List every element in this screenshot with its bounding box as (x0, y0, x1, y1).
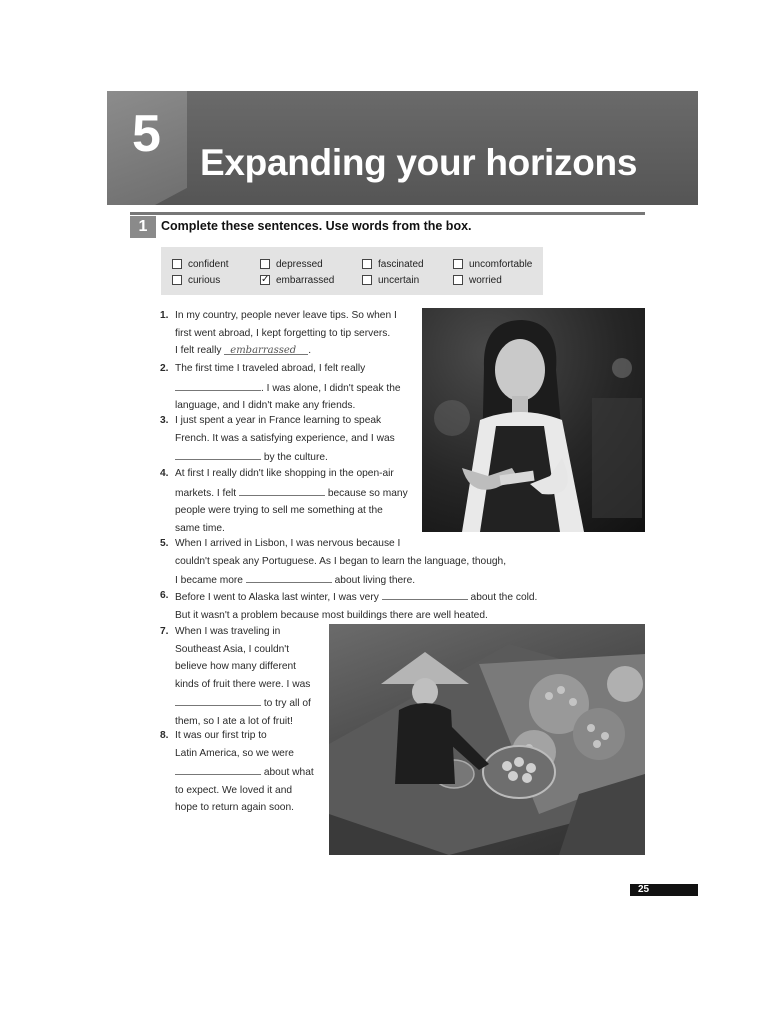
word-box (161, 247, 543, 295)
question-3 (160, 412, 420, 467)
question-text: It was our first trip to (175, 730, 267, 741)
answer-blank[interactable] (175, 762, 261, 775)
question-text: But it wasn't a problem because most buildings there are well heated. (175, 609, 488, 621)
question-6 (160, 587, 560, 624)
question-text: The first time I traveled abroad, I felt really (175, 363, 366, 374)
word-depressed: depressed (276, 259, 323, 270)
word-uncertain: uncertain (378, 275, 420, 286)
answer-blank[interactable] (175, 447, 261, 460)
answer-blank[interactable] (382, 587, 468, 600)
question-text: about what (263, 767, 314, 778)
question-text: When I was traveling in (175, 626, 281, 637)
question-number: 8. (160, 730, 169, 741)
checkbox-uncomfortable[interactable] (453, 259, 463, 269)
question-8 (160, 727, 325, 817)
word-confident: confident (188, 259, 229, 270)
question-text: language, and I didn't make any friends. (175, 400, 356, 411)
answer-blank[interactable]: embarrassed (224, 342, 308, 355)
checkbox-embarrassed[interactable]: ✓ (261, 274, 270, 285)
photo-woman-counting-money (422, 308, 645, 532)
exercise-instruction: Complete these sentences. Use words from the box. (161, 219, 472, 233)
checkbox-curious[interactable] (172, 275, 182, 285)
question-text: French. It was a satisfying experience, and I was (175, 432, 395, 444)
page-number: 25 (638, 884, 650, 895)
question-text: In my country, people never leave tips. So when I (175, 310, 397, 321)
exercise-number: 1 (130, 216, 156, 238)
word-worried: worried (469, 275, 502, 286)
question-4 (160, 465, 420, 537)
exercise-rule (130, 212, 645, 215)
question-text: people were trying to sell me something at the (175, 505, 383, 516)
question-text: I felt really (175, 345, 222, 356)
question-number: 7. (160, 626, 169, 637)
checkbox-fascinated[interactable] (362, 259, 372, 269)
question-text: to expect. We loved it and (175, 784, 293, 796)
checkbox-confident[interactable] (172, 259, 182, 269)
question-text: believe how many different (175, 661, 297, 672)
checkbox-depressed[interactable] (260, 259, 270, 269)
answer-blank[interactable] (246, 570, 332, 583)
question-text: . I was alone, I didn't speak the (261, 382, 401, 394)
question-text: markets. I felt (175, 487, 237, 499)
photo-floating-market-fruit (329, 624, 645, 855)
question-text: about the cold. (470, 592, 538, 603)
word-curious: curious (188, 275, 221, 286)
question-2 (160, 360, 420, 415)
answer-blank[interactable] (175, 378, 261, 391)
question-text: I became more (175, 575, 243, 586)
question-number: 5. (160, 538, 169, 549)
question-text: When I arrived in Lisbon, I was nervous because I (175, 538, 401, 549)
question-text: because so many (327, 487, 408, 499)
question-text: hope to return again soon. (175, 802, 294, 813)
question-5 (160, 535, 540, 590)
question-text: At first I really didn't like shopping in the open-air (175, 468, 394, 479)
unit-title: Expanding your horizons (200, 142, 638, 183)
question-text: Southeast Asia, I couldn't (175, 643, 290, 655)
question-number: 1. (160, 310, 169, 321)
question-text: Before I went to Alaska last winter, I was very (175, 592, 379, 603)
unit-number: 5 (132, 105, 161, 163)
checkbox-uncertain[interactable] (362, 275, 372, 285)
question-text: couldn't speak any Portuguese. As I began to learn the language, though, (175, 555, 507, 567)
question-number: 6. (160, 590, 169, 601)
word-embarrassed: embarrassed (276, 275, 335, 286)
word-fascinated: fascinated (378, 259, 424, 270)
question-number: 3. (160, 415, 169, 426)
question-text: kinds of fruit there were. I was (175, 678, 311, 690)
answer-blank[interactable] (239, 483, 325, 496)
question-number: 4. (160, 468, 169, 479)
question-text: to try all of (263, 698, 311, 709)
question-text: I just spent a year in France learning to speak (175, 415, 382, 426)
question-text: first went abroad, I kept forgetting to tip servers. (175, 327, 391, 339)
question-text: Latin America, so we were (175, 747, 294, 759)
question-7 (160, 623, 325, 730)
question-1 (160, 307, 420, 360)
word-uncomfortable: uncomfortable (469, 259, 533, 270)
question-text: them, so I ate a lot of fruit! (175, 715, 293, 727)
question-text: same time. (175, 522, 225, 534)
question-number: 2. (160, 363, 169, 374)
answer-blank[interactable] (175, 693, 261, 706)
question-text: by the culture. (263, 452, 328, 463)
checkbox-worried[interactable] (453, 275, 463, 285)
question-text: . (308, 345, 312, 356)
question-text: about living there. (334, 575, 416, 586)
